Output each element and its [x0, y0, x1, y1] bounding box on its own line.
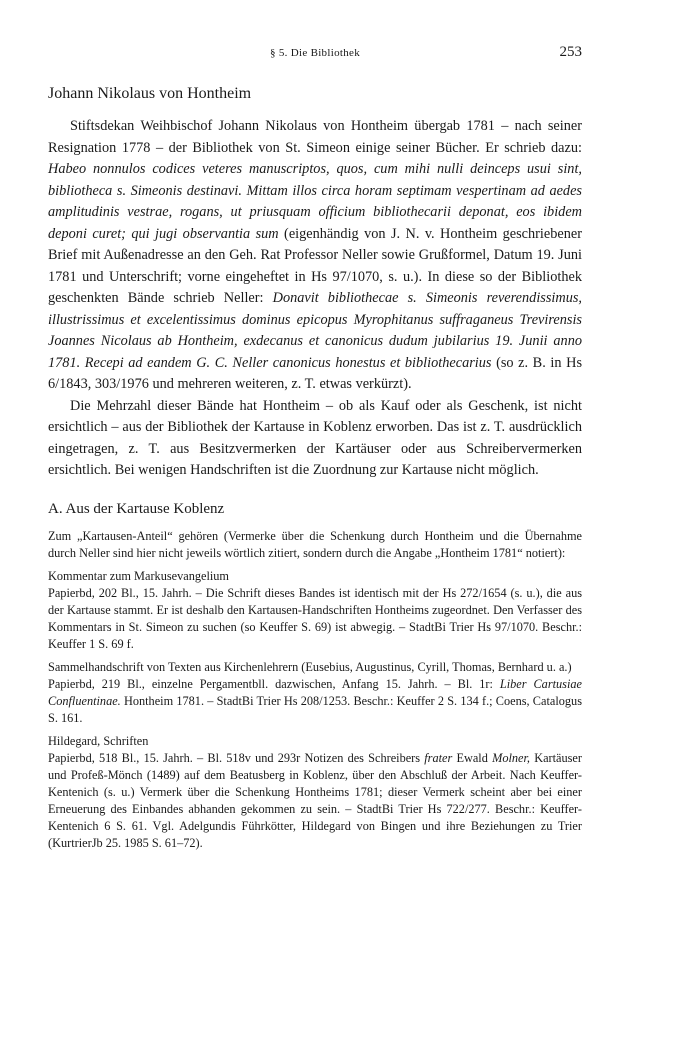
entry-text-1: Papierbd, 518 Bl., 15. Jahrh. – Bl. 518v und 293r Notizen des Schreibers	[48, 750, 425, 765]
page-number: 253	[559, 44, 582, 60]
entry-description	[48, 676, 582, 727]
manuscript-entry	[48, 733, 582, 852]
entry-description	[48, 750, 582, 852]
entry-title: Sammelhandschrift von Texten aus Kirchenlehrern (Eusebius, Augustinus, Cyrill, Thomas, Bernhard u. a.)	[48, 659, 572, 674]
entry-description	[48, 585, 582, 653]
book-page	[48, 44, 582, 852]
paragraph1-text-3: (so z. B. in Hs 6/1843, 303/1976 und mehreren weiteren, z. T. etwas verkürzt).	[48, 354, 583, 392]
running-title: § 5. Die Bibliothek	[269, 47, 361, 59]
manuscript-entry	[48, 568, 582, 653]
entry-text-2: Ewald	[452, 750, 493, 765]
running-head	[48, 44, 582, 64]
paragraph1-latin-inscription: Donavit bibliothecae s. Simeonis reverendissimus, illustrissimus et excelentissimus dominus epicopus Myrophitanus suffraganeus Trevirensis Joannes Nicolaus ab Hontheim, exdecanus et canonicus dudum jubilarius 19. Junii anno 1781. Recepi ad eandem G. C. Neller canonicus honestus et bibliothecarius	[48, 290, 582, 371]
paragraph-kartause-origin: Die Mehrzahl dieser Bände hat Hontheim – ob als Kauf oder als Geschenk, ist nicht ersichtlich – aus der Bibliothek der Kartause in Koblenz erworben. Das ist z. T. ausdrücklich eingetragen, z. T. aus Besitzvermerken der Kartäuser oder aus Schreibervermerken ersichtlich. Bei wenigen Handschriften ist die Zuordnung zur Kartause nicht möglich.	[48, 397, 582, 478]
entry-text-2: Hontheim 1781. – StadtBi Trier Hs 208/1253. Beschr.: Keuffer 2 S. 134 f.; Coens, Catalogus S. 161.	[48, 693, 582, 725]
paragraph1-text-2: (eigenhändig von J. N. v. Hontheim geschriebener Brief mit Außenadresse an den Geh. Rat Professor Neller sowie Grußformel, Datum 19. Juni 1781 und Unterschrift; vorne eingeheftet in Hs 97/1070, s. u.). In diese so der Bibliothek geschenkten Bände schrieb Neller:	[48, 225, 582, 306]
entry-title: Hildegard, Schriften	[48, 733, 149, 748]
entry-italic-1: frater	[424, 750, 453, 765]
paragraph1-text-1: Stiftsdekan Weihbischof Johann Nikolaus von Hontheim übergab 1781 – nach seiner Resignation 1778 – der Bibliothek von St. Simeon einige seiner Bücher. Er schrieb dazu:	[48, 118, 582, 156]
paragraph-hontheim-gift	[48, 116, 582, 396]
entry-title: Kommentar zum Markusevangelium	[48, 568, 229, 583]
entry-text-1: Papierbd, 202 Bl., 15. Jahrh. – Die Schrift dieses Bandes ist identisch mit der Hs 272/1654 (s. u.), die aus der Kartause stammt. Er ist deshalb den Kartausen-Handschriften Hontheims zugeordnet. Den Verfasser des Kommentars in St. Simeon zu suchen (so Keuffer S. 69) ist abwegig. – StadtBi Trier Hs 97/1070. Beschr.: Keuffer 1 S. 69 f.	[48, 585, 582, 651]
intro-paragraph: Zum „Kartausen-Anteil“ gehören (Vermerke über die Schenkung durch Hontheim und die Übernahme durch Neller sind hier nicht jeweils wörtlich zitiert, sondern durch die Angabe „Hontheim 1781“ notiert):	[48, 528, 582, 560]
entry-text-3: Kartäuser und Profeß-Mönch (1489) auf dem Beatusberg in Koblenz, über den Abschluß der Arbeit. Nach Keuffer-Kentenich (s. u.) Vermerk über die Schenkung Hontheims 1781; dieser Vermerk scheint aber bei einer Erneuerung des Einbandes abhanden gekommen zu sein. – StadtBi Trier Hs 722/277. Beschr.: Keuffer-Kentenich 6 S. 61. Vgl. Adelgundis Führkötter, Hildegard von Bingen und ihre Beziehungen zu Trier (KurtrierJb 25. 1985 S. 61–72).	[48, 750, 582, 850]
entry-italic-2: Molner,	[492, 750, 530, 765]
subsection-title: A. Aus der Kartause Koblenz	[48, 500, 225, 517]
section-title: Johann Nikolaus von Hontheim	[48, 85, 252, 102]
entry-text-1: Papierbd, 219 Bl., einzelne Pergamentbll. dazwischen, Anfang 15. Jahrh. – Bl. 1r:	[48, 676, 500, 691]
manuscript-entry	[48, 659, 582, 727]
paragraph1-latin-letter: Habeo nonnulos codices veteres manuscriptos, quos, cum mihi nulli deinceps usui sint, bibliotheca s. Simeonis destinavi. Mittam illos circa horam septimam vespertinam ad aedes amplitudinis vestrae, rogans, ut priusquam officium bibliothecarii deponat, eos ibidem deponi curet; qui jugi observantia sum	[48, 161, 582, 242]
entry-italic-1: Liber Cartusiae Confluentinae.	[48, 676, 582, 708]
